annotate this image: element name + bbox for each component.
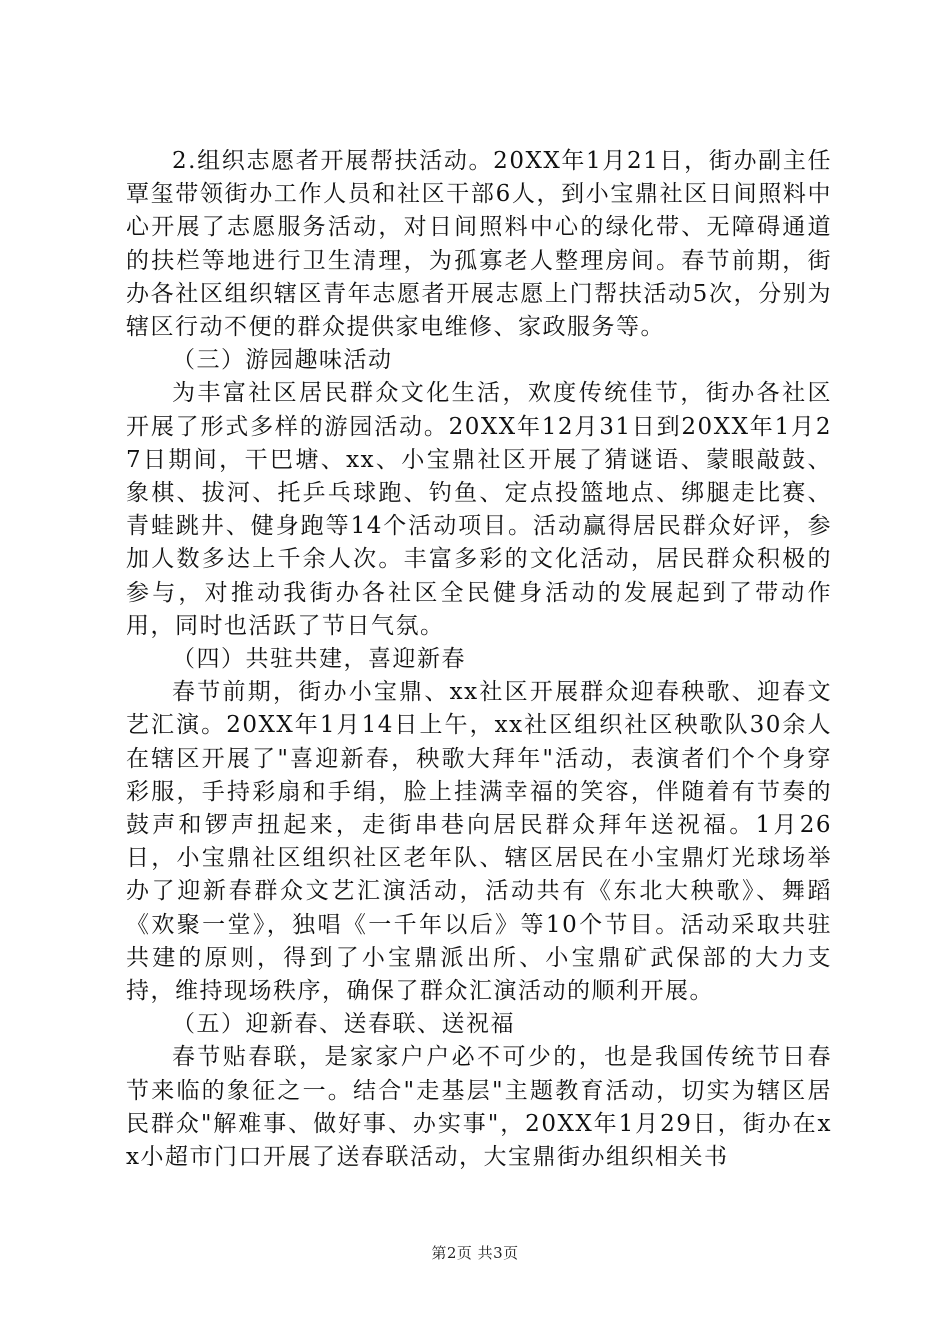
document-body (126, 145, 832, 1174)
paragraph-volunteer-assistance: 2.组织志愿者开展帮扶活动。20XX年1月21日，街办副主任覃玺带领街办工作人员和社区干部6人，到小宝鼎社区日间照料中心开展了志愿服务活动，对日间照料中心的绿化带、无障碍通道的扶栏等地进行卫生清理，为孤寡老人整理房间。春节前期，街办各社区组织辖区青年志愿者开展志愿上门帮扶活动5次，分别为辖区行动不便的群众提供家电维修、家政服务等。 (126, 148, 832, 341)
paragraph-garden-activities: 为丰富社区居民群众文化生活，欢度传统佳节，街办各社区开展了形式多样的游园活动。20XX年12月31日到20XX年1月27日期间，干巴塘、xx、小宝鼎社区开展了猜谜语、蒙眼敲鼓、象棋、拔河、托乒乓球跑、钓鱼、定点投篮地点、绑腿走比赛、青蛙跳井、健身跑等14个活动项目。活动赢得居民群众好评，参加人数多达上千余人次。丰富多彩的文化活动，居民群众积极的参与，对推动我街办各社区全民健身活动的发展起到了带动作用，同时也活跃了节日气氛。 (126, 380, 832, 639)
paragraph-co-construction: 春节前期，街办小宝鼎、xx社区开展群众迎春秧歌、迎春文艺汇演。20XX年1月14日上午，xx社区组织社区秧歌队30余人在辖区开展了"喜迎新春，秧歌大拜年"活动，表演者们个个身穿彩服，手持彩扇和手绢，脸上挂满幸福的笑容，伴随着有节奏的鼓声和锣声扭起来，走街串巷向居民群众拜年送祝福。1月26日，小宝鼎社区组织社区老年队、辖区居民在小宝鼎灯光球场举办了迎新春群众文艺汇演活动，活动共有《东北大秧歌》、舞蹈《欢聚一堂》，独唱《一千年以后》等10个节目。活动采取共驻共建的原则，得到了小宝鼎派出所、小宝鼎矿武保部的大力支持，维持现场秩序，确保了群众汇演活动的顺利开展。 (126, 679, 832, 1005)
paragraph-spring-couplets: 春节贴春联，是家家户户必不可少的，也是我国传统节日春节来临的象征之一。结合"走基层"主题教育活动，切实为辖区居民群众"解难事、做好事、办实事"，20XX年1月29日，街办在xx小超市门口开展了送春联活动，大宝鼎街办组织相关书 (126, 1044, 832, 1171)
section-heading-co-construction: （四）共驻共建，喜迎新春 (172, 646, 466, 673)
section-heading-spring-couplets: （五）迎新春、送春联、送祝福 (172, 1011, 515, 1038)
section-heading-garden-activities: （三）游园趣味活动 (172, 347, 393, 374)
page-footer: 第2页 共3页 (431, 1244, 519, 1262)
